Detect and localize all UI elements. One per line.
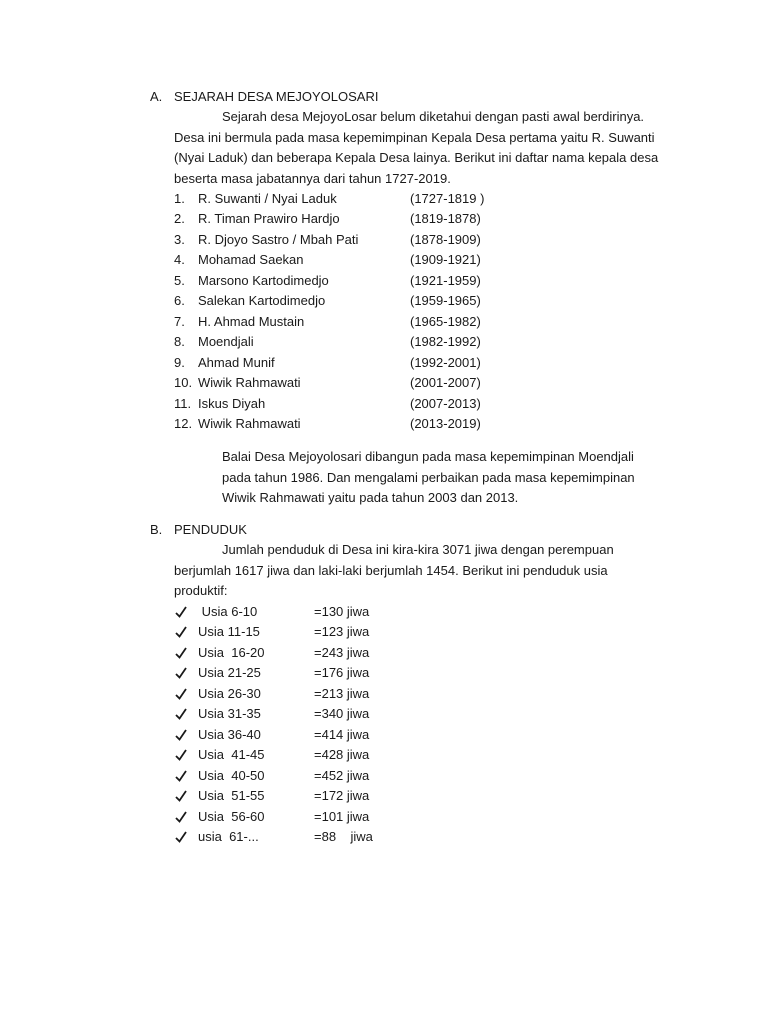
- age-count: =130 jiwa: [314, 604, 370, 619]
- list-item: [174, 291, 574, 311]
- leader-number: 12.: [174, 416, 193, 431]
- leader-number: 8.: [174, 334, 185, 349]
- list-item: [174, 807, 474, 827]
- age-count: =88 jiwa: [314, 829, 373, 844]
- leader-years: (1921-1959): [410, 273, 481, 288]
- age-count: =452 jiwa: [314, 768, 370, 783]
- leader-years: (1878-1909): [410, 232, 481, 247]
- list-item: [174, 189, 574, 209]
- leader-number: 5.: [174, 273, 185, 288]
- checkmark-icon: [174, 725, 188, 745]
- leader-name: H. Ahmad Mustain: [198, 314, 305, 329]
- checkmark-icon: [174, 807, 188, 827]
- list-item: [174, 353, 574, 373]
- list-item: [174, 209, 574, 229]
- leader-years: (1965-1982): [410, 314, 481, 329]
- age-range: Usia 11-15: [198, 624, 260, 639]
- leader-years: (1959-1965): [410, 293, 481, 308]
- section-a-closing-line: Balai Desa Mejoyolosari dibangun pada masa kepemimpinan Moendjali: [222, 449, 634, 464]
- leader-number: 10.: [174, 375, 193, 390]
- leader-number: 4.: [174, 252, 185, 267]
- section-a-intro-line: Desa ini bermula pada masa kepemimpinan Kepala Desa pertama yaitu R. Suwanti: [174, 130, 655, 145]
- leader-years: (2001-2007): [410, 375, 481, 390]
- section-a-intro-line: (Nyai Laduk) dan beberapa Kepala Desa lainya. Berikut ini daftar nama kepala desa: [174, 150, 659, 165]
- age-count: =176 jiwa: [314, 665, 370, 680]
- leader-number: 1.: [174, 191, 185, 206]
- leader-years: (1819-1878): [410, 211, 481, 226]
- list-item: [174, 312, 574, 332]
- section-a-intro-line: beserta masa jabatannya dari tahun 1727-2019.: [174, 171, 451, 186]
- list-item: [174, 394, 574, 414]
- leader-name: Wiwik Rahmawati: [198, 416, 301, 431]
- age-range: Usia 40-50: [198, 768, 265, 783]
- section-b-heading: [150, 520, 350, 540]
- section-a-heading: [150, 87, 450, 107]
- leader-years: (2013-2019): [410, 416, 481, 431]
- list-item: [174, 827, 474, 847]
- list-item: [174, 414, 574, 434]
- leader-number: 6.: [174, 293, 185, 308]
- list-item: [174, 766, 474, 786]
- list-item: [174, 684, 474, 704]
- checkmark-icon: [174, 786, 188, 806]
- age-range: Usia 51-55: [198, 788, 265, 803]
- leader-name: Iskus Diyah: [198, 396, 266, 411]
- age-range: usia 61-...: [198, 829, 259, 844]
- leader-years: (1727-1819 ): [410, 191, 485, 206]
- leader-name: Ahmad Munif: [198, 355, 275, 370]
- section-b-intro-line: produktif:: [174, 583, 228, 598]
- age-count: =340 jiwa: [314, 706, 370, 721]
- age-range: Usia 21-25: [198, 665, 261, 680]
- list-item: [174, 704, 474, 724]
- list-item: [174, 332, 574, 352]
- leader-number: 7.: [174, 314, 185, 329]
- section-a-title: SEJARAH DESA MEJOYOLOSARI: [174, 89, 379, 104]
- section-b-label: B.: [150, 522, 163, 537]
- list-item: [174, 725, 474, 745]
- list-item: [174, 663, 474, 683]
- age-range: Usia 26-30: [198, 686, 261, 701]
- leader-name: R. Djoyo Sastro / Mbah Pati: [198, 232, 359, 247]
- section-a-closing-line: Wiwik Rahmawati yaitu pada tahun 2003 dan 2013.: [222, 490, 519, 505]
- age-range: Usia 6-10: [198, 604, 258, 619]
- leader-name: Mohamad Saekan: [198, 252, 304, 267]
- list-item: [174, 230, 574, 250]
- list-item: [174, 373, 574, 393]
- section-b-title: PENDUDUK: [174, 522, 247, 537]
- leader-number: 3.: [174, 232, 185, 247]
- leader-number: 9.: [174, 355, 185, 370]
- checkmark-icon: [174, 602, 188, 622]
- age-range: Usia 41-45: [198, 747, 265, 762]
- age-range: Usia 31-35: [198, 706, 261, 721]
- age-count: =428 jiwa: [314, 747, 370, 762]
- list-item: [174, 643, 474, 663]
- leader-name: Salekan Kartodimedjo: [198, 293, 326, 308]
- leader-years: (1982-1992): [410, 334, 481, 349]
- leader-years: (2007-2013): [410, 396, 481, 411]
- section-a-intro-line: Sejarah desa MejoyoLosar belum diketahui dengan pasti awal berdirinya.: [222, 109, 645, 124]
- age-count: =123 jiwa: [314, 624, 370, 639]
- checkmark-icon: [174, 643, 188, 663]
- age-count: =243 jiwa: [314, 645, 370, 660]
- checkmark-icon: [174, 745, 188, 765]
- leader-name: Wiwik Rahmawati: [198, 375, 301, 390]
- section-b-intro-line: Jumlah penduduk di Desa ini kira-kira 3071 jiwa dengan perempuan: [222, 542, 614, 557]
- checkmark-icon: [174, 704, 188, 724]
- age-count: =172 jiwa: [314, 788, 370, 803]
- age-count: =101 jiwa: [314, 809, 370, 824]
- list-item: [174, 745, 474, 765]
- age-range: Usia 36-40: [198, 727, 261, 742]
- age-range: Usia 16-20: [198, 645, 265, 660]
- checkmark-icon: [174, 766, 188, 786]
- leader-name: R. Timan Prawiro Hardjo: [198, 211, 340, 226]
- leader-years: (1909-1921): [410, 252, 481, 267]
- section-a-label: A.: [150, 89, 163, 104]
- checkmark-icon: [174, 827, 188, 847]
- leader-number: 2.: [174, 211, 185, 226]
- section-b-intro-line: berjumlah 1617 jiwa dan laki-laki berjumlah 1454. Berikut ini penduduk usia: [174, 563, 608, 578]
- list-item: [174, 250, 574, 270]
- age-count: =213 jiwa: [314, 686, 370, 701]
- leader-name: Marsono Kartodimedjo: [198, 273, 329, 288]
- age-count: =414 jiwa: [314, 727, 370, 742]
- list-item: [174, 786, 474, 806]
- list-item: [174, 622, 474, 642]
- age-range: Usia 56-60: [198, 809, 265, 824]
- section-a-closing-line: pada tahun 1986. Dan mengalami perbaikan pada masa kepemimpinan: [222, 470, 635, 485]
- leader-number: 11.: [174, 396, 192, 411]
- leader-name: R. Suwanti / Nyai Laduk: [198, 191, 337, 206]
- list-item: [174, 271, 574, 291]
- checkmark-icon: [174, 684, 188, 704]
- checkmark-icon: [174, 622, 188, 642]
- list-item: [174, 602, 474, 622]
- leader-years: (1992-2001): [410, 355, 481, 370]
- leader-name: Moendjali: [198, 334, 254, 349]
- checkmark-icon: [174, 663, 188, 683]
